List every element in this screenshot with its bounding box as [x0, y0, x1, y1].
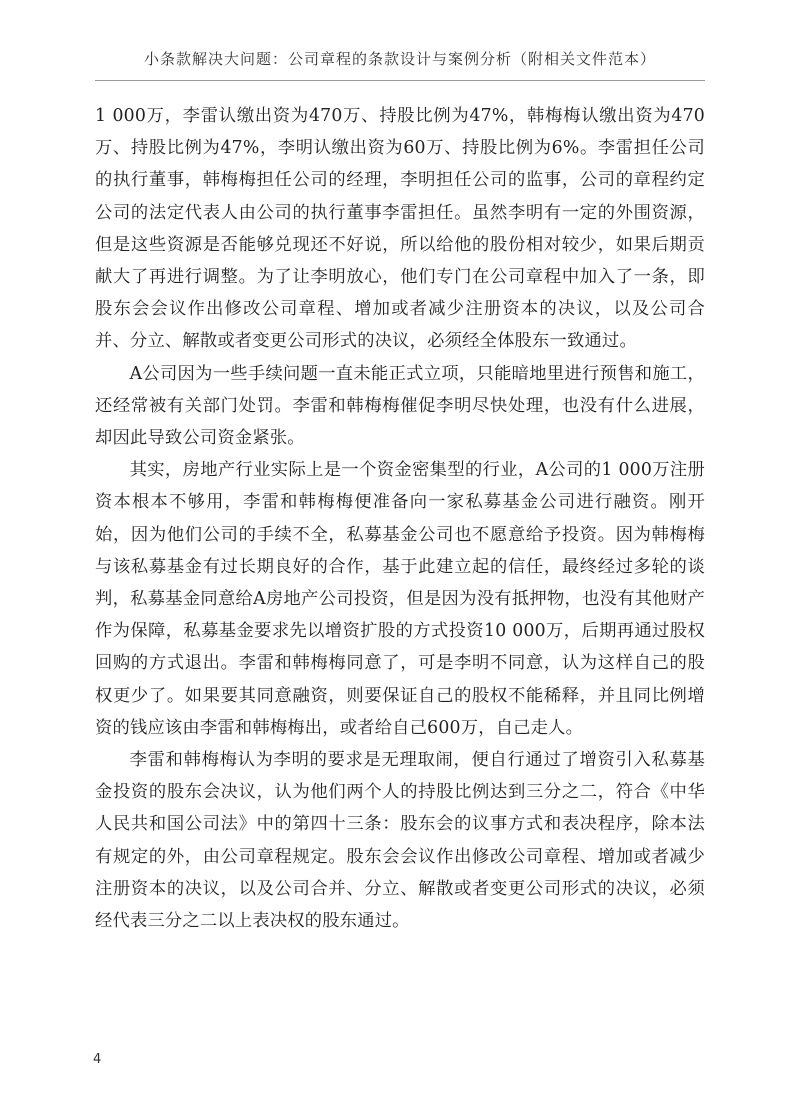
header-divider: [95, 80, 705, 81]
paragraph: 其实，房地产行业实际上是一个资金密集型的行业，A公司的1 000万注册资本根本不够用，李雷和韩梅梅便准备向一家私募基金公司进行融资。刚开始，因为他们公司的手续不全，私募基金公司也不愿意给予投资。因为韩梅梅与该私募基金有过长期良好的合作，基于此建立起的信任，最终经过多轮的谈判，私募基金同意给A房地产公司投资，但是因为没有抵押物，也没有其他财产作为保障，私募基金要求先以增资扩股的方式投资10 000万，后期再通过股权回购的方式退出。李雷和韩梅梅同意了，可是李明不同意，认为这样自己的股权更少了。如果要其同意融资，则要保证自己的股权不能稀释，并且同比例增资的钱应该由李雷和韩梅梅出，或者给自己600万，自己走人。: [95, 460, 705, 738]
running-header: 小条款解决大问题：公司章程的条款设计与案例分析（附相关文件范本）: [143, 50, 656, 68]
paragraph: 李雷和韩梅梅认为李明的要求是无理取闹，便自行通过了增资引入私募基金投资的股东会决议，认为他们两个人的持股比例达到三分之二，符合《中华人民共和国公司法》中的第四十三条：股东会的议事方式和表决程序，除本法有规定的外，由公司章程规定。股东会会议作出修改公司章程、增加或者减少注册资本的决议，以及公司合并、分立、解散或者变更公司形式的决议，必须经代表三分之二以上表决权的股东通过。: [95, 750, 705, 932]
page-number: 4: [93, 1052, 102, 1067]
paragraph: A公司因为一些手续问题一直未能正式立项，只能暗地里进行预售和施工，还经常被有关部门处罚。李雷和韩梅梅催促李明尽快处理，也没有什么进展，却因此导致公司资金紧张。: [95, 363, 705, 449]
paragraph-continuation: 1 000万，李雷认缴出资为470万、持股比例为47%，韩梅梅认缴出资为470万、持股比例为47%，李明认缴出资为60万、持股比例为6%。李雷担任公司的执行董事，韩梅梅担任公司的经理，李明担任公司的监事，公司的章程约定公司的法定代表人由公司的执行董事李雷担任。虽然李明有一定的外围资源，但是这些资源是否能够兑现还不好说，所以给他的股份相对较少，如果后期贡献大了再进行调整。为了让李明放心，他们专门在公司章程中加入了一条，即股东会会议作出修改公司章程、增加或者减少注册资本的决议，以及公司合并、分立、解散或者变更公司形式的决议，必须经全体股东一致通过。: [95, 106, 705, 352]
body-text: [95, 100, 705, 937]
